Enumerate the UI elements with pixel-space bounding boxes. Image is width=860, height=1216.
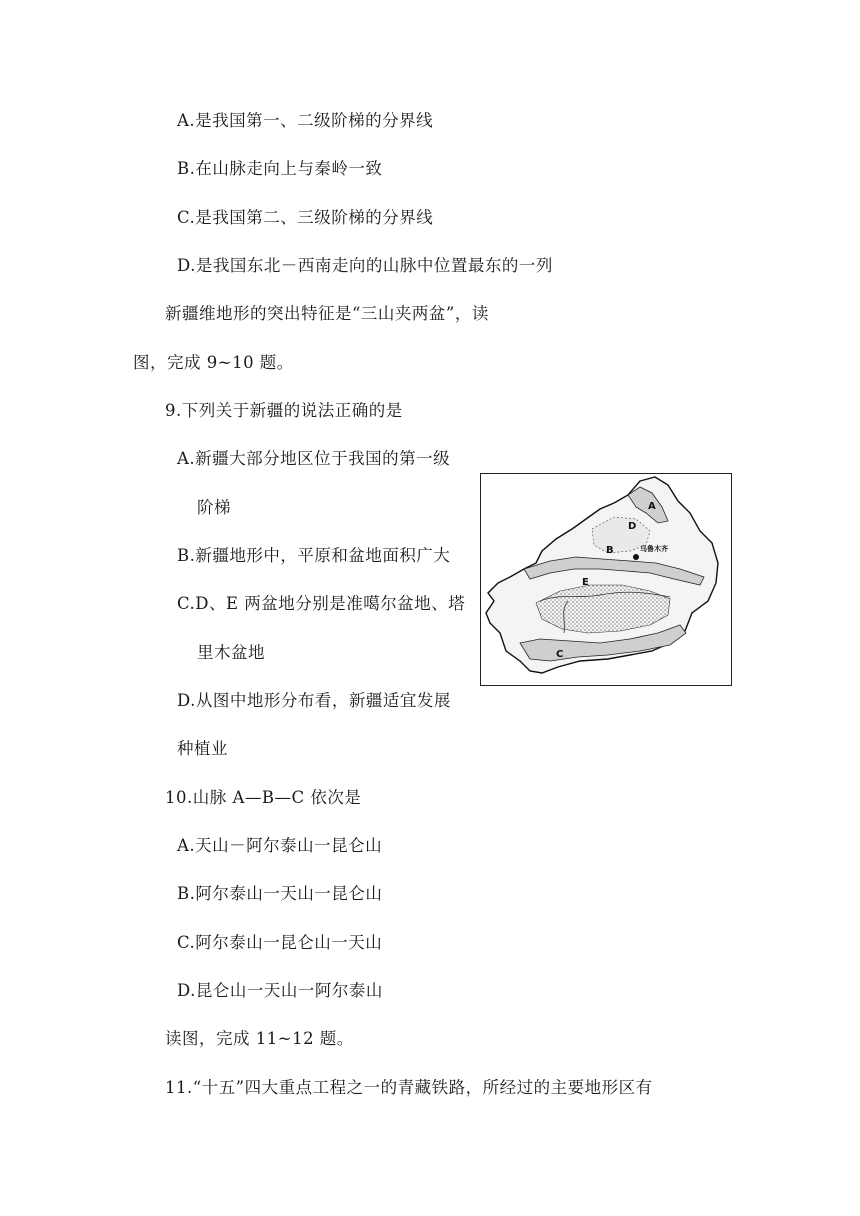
option-10b: B.阿尔泰山一天山一昆仑山 (177, 884, 383, 903)
option-9a-line2: 阶梯 (197, 498, 231, 517)
label-b: B (606, 545, 614, 556)
option-9a-line1: A.新疆大部分地区位于我国的第一级 (177, 449, 451, 468)
option-10c: C.阿尔泰山一昆仑山一天山 (177, 933, 383, 952)
option-8b: B.在山脉走向上与秦岭一致 (177, 159, 383, 178)
option-9c-line1: C.D、E 两盆地分别是准噶尔盆地、塔 (177, 594, 466, 613)
option-9d-line2: 种植业 (177, 739, 228, 758)
label-c: C (556, 649, 564, 660)
question-11-stem: 11.“十五”四大重点工程之一的青藏铁路，所经过的主要地形区有 (165, 1078, 653, 1097)
option-8d: D.是我国东北－西南走向的山脉中位置最东的一列 (177, 256, 553, 275)
option-9d-line1: D.从图中地形分布看，新疆适宜发展 (177, 691, 451, 710)
option-9c-line2: 里木盆地 (197, 643, 265, 662)
intro-11-12: 读图，完成 11~12 题。 (165, 1029, 354, 1048)
option-10a: A.天山－阿尔泰山一昆仑山 (177, 836, 383, 855)
option-8a: A.是我国第一、二级阶梯的分界线 (177, 111, 434, 130)
option-10d: D.昆仑山一天山一阿尔泰山 (177, 981, 383, 1000)
xinjiang-map (480, 473, 732, 686)
urumqi-marker (633, 554, 639, 560)
label-e: E (582, 577, 589, 588)
question-10-stem: 10.山脉 A—B—C 依次是 (165, 788, 362, 807)
intro-9-10-line1: 新疆维地形的突出特征是“三山夹两盆”，读 (165, 304, 489, 323)
question-9-stem: 9.下列关于新疆的说法正确的是 (165, 401, 403, 420)
label-d: D (628, 521, 637, 532)
city-urumqi: 乌鲁木齐 (640, 545, 668, 553)
intro-9-10-line2: 图，完成 9~10 题。 (133, 353, 294, 372)
option-9b: B.新疆地形中，平原和盆地面积广大 (177, 546, 451, 565)
option-8c: C.是我国第二、三级阶梯的分界线 (177, 208, 434, 227)
label-a: A (648, 501, 656, 512)
